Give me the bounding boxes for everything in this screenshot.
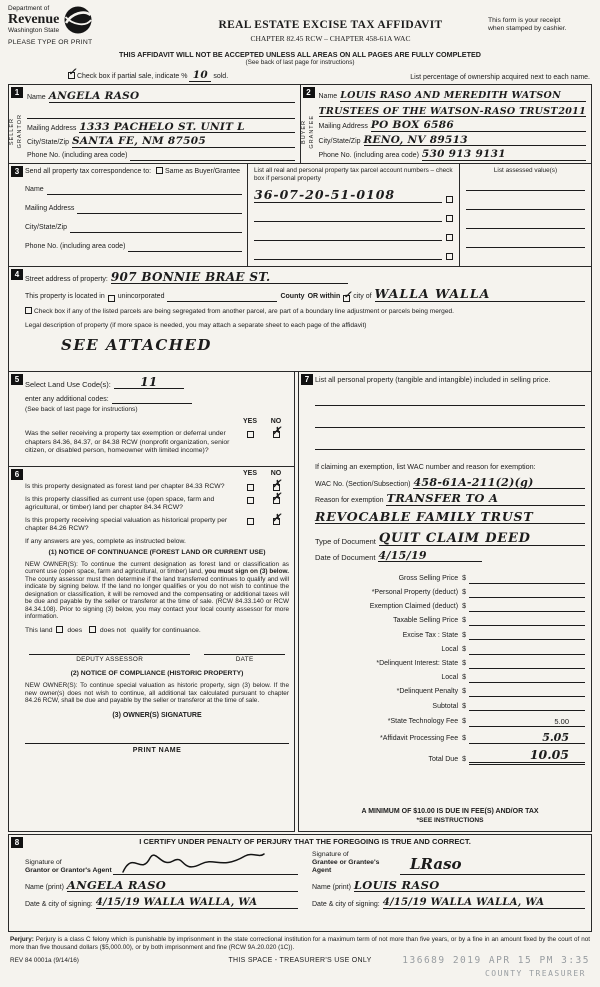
dollar-sign: $ [462, 735, 466, 743]
dollar-sign: $ [462, 660, 466, 668]
partial-percent-value: 10 [192, 68, 209, 81]
excise-tax-local-field[interactable] [469, 646, 585, 655]
section-5-badge: 5 [11, 374, 23, 385]
same-as-buyer-label: Same as Buyer/Grantee [164, 168, 241, 176]
section-1-badge: 1 [11, 87, 23, 98]
buyer-phone-value: 530 913 9131 [421, 148, 506, 161]
fee-row-exemption: Exemption Claimed (deduct) $ [315, 603, 585, 612]
agency-name [8, 5, 59, 35]
grantor-signature-field[interactable] [113, 851, 298, 875]
buyer-address-value: PO BOX 6586 [370, 119, 454, 132]
deputy-date-label: DATE [235, 656, 254, 664]
historical-no-checkbox[interactable] [272, 512, 282, 525]
personal-property-label: List all personal property (tangible and intangible) included in selling price. [315, 375, 551, 385]
partial-sale-checkbox[interactable] [68, 66, 77, 79]
corr-phone-label: Phone No. (including area code) [25, 243, 126, 251]
fee-row-total-due: Total Due $ 10.05 [315, 749, 585, 765]
buyer-address-label: Mailing Address [318, 123, 368, 131]
dollar-sign: $ [462, 631, 466, 639]
grantor-date-city-label: Date & city of signing: [25, 900, 93, 908]
dollar-sign: $ [462, 574, 466, 582]
owners-signature-title: (3) OWNER(S) SIGNATURE [112, 711, 202, 719]
section-5 [8, 371, 295, 467]
reason-value-line2: REVOCABLE FAMILY TRUST [315, 508, 534, 524]
deputy-assessor-signature-field[interactable] [29, 647, 190, 655]
buyer-side-label [302, 101, 315, 161]
grantee-date-city-field[interactable] [383, 898, 585, 909]
fee-row-excise-local: Local $ [315, 646, 585, 655]
fee-row-taxable: Taxable Selling Price $ [315, 617, 585, 626]
receipt-note-line1: This form is your receipt [488, 17, 561, 24]
city-check-mark: ✓ [343, 289, 352, 301]
buyer-city-value: RENO, NV 89513 [363, 133, 468, 146]
owners-signature-field[interactable] [25, 734, 289, 744]
buyer-name-label: Name [318, 93, 338, 101]
city-of-label: city of [353, 293, 372, 301]
section6-yes-header: YES [242, 470, 257, 478]
wac-value: 458-61A-211(2)(g) [413, 476, 534, 490]
delinquent-interest-local-field[interactable] [469, 674, 585, 683]
grantee-name-print-field[interactable] [353, 877, 585, 893]
exemption-question-text: Was the seller receiving a property tax exemption or deferral under chapters 84.36, 84.37, or 84.38 RCW (nonprofit organization, senior citizen, or disabled person, homeowner with limited income)? [25, 430, 230, 455]
state-technology-fee-value: 5.00 [554, 716, 569, 726]
date-of-document-label: Date of Document [315, 553, 376, 563]
print-name-label: PRINT NAME [132, 747, 182, 755]
buyer-address-field[interactable] [371, 120, 586, 132]
reason-field-line1[interactable] [386, 493, 585, 506]
seller-phone-label: Phone No. (including area code) [27, 152, 128, 160]
additional-codes-label: enter any additional codes: [25, 395, 109, 403]
type-of-document-label: Type of Document [315, 537, 376, 547]
seller-side-label [10, 101, 23, 161]
seller-phone-field[interactable] [130, 151, 294, 161]
county-label: County [280, 293, 305, 301]
parcel-number-value: 36-07-20-51-0108 [254, 187, 396, 203]
perjury-statement: Perjury: Perjury is a class C felony which is punishable by imprisonment in the state correctional institution for a maximum term of not more than five years, or by a fine in an amount fixed by the court of not more than five thousand dollars ($5,000.00), or by both imprisonment and fine (RCW 9A.20.020 (1C)). [10, 936, 590, 952]
forest-land-yes-checkbox[interactable] [247, 484, 254, 491]
assessed-values-column [459, 164, 591, 266]
dor-logo-icon [63, 5, 93, 35]
state-technology-fee-field[interactable] [469, 717, 585, 727]
notice-compliance-paragraph: NEW OWNER(S): To continue special valuation as historic property, sign (3) below. If the new owner(s) does not wish to continue, all additional tax calculated pursuant to chapter 84.26 RCW, shall be due and payable by the seller or transferor at the time of sale. [25, 681, 289, 705]
personal-property-deduct-field[interactable] [469, 589, 585, 598]
fee-row-gross: Gross Selling Price $ [315, 575, 585, 584]
historical-yes-checkbox[interactable] [247, 518, 254, 525]
agency-line2: Revenue [8, 12, 60, 28]
wac-field[interactable] [413, 477, 585, 489]
reason-field-line2[interactable] [315, 508, 585, 525]
buyer-city-label: City/State/Zip [318, 137, 361, 145]
partial-percent-field[interactable] [189, 70, 211, 83]
assessed-value-field-1[interactable] [466, 181, 585, 191]
grantee-signature-scribble: LRaso [410, 855, 462, 874]
seller-name-field[interactable] [49, 91, 295, 103]
seller-address-field[interactable] [79, 122, 294, 134]
does-label: does [67, 627, 83, 634]
section-3-badge: 3 [11, 166, 23, 177]
current-use-question-text: Is this property classified as current use (open space, farm and agricultural, or timber) land per chapter 84.34 RCW? [25, 495, 215, 512]
assessed-value-field-4[interactable] [466, 238, 585, 248]
seller-side-word2: GRANTOR [17, 114, 23, 149]
parcel-number-field-3[interactable] [254, 231, 442, 241]
deputy-assessor-label: DEPUTY ASSESSOR [76, 656, 144, 664]
fees-block [315, 569, 585, 764]
delinquent-interest-state-field[interactable] [469, 660, 585, 669]
acceptance-notice: THIS AFFIDAVIT WILL NOT BE ACCEPTED UNLESS ALL AREAS ON ALL PAGES ARE FULLY COMPLETED [119, 49, 481, 59]
type-of-document-value: QUIT CLAIM DEED [378, 531, 531, 547]
additional-codes-field[interactable] [112, 394, 192, 404]
grantee-signature-field[interactable] [400, 851, 585, 875]
corr-city-label: City/State/Zip [25, 224, 68, 232]
does-checkbox[interactable] [56, 626, 63, 633]
grantor-signature-label: Signature of Grantor or Grantor's Agent [25, 858, 112, 874]
treasurer-space-label: THIS SPACE - TREASURER'S USE ONLY [228, 956, 372, 964]
agency-line3: Washington State [8, 27, 60, 35]
parcel-personal-checkbox-4[interactable] [446, 253, 453, 260]
unincorporated-checkbox[interactable] [108, 295, 115, 302]
please-type-or-print: PLEASE TYPE OR PRINT [8, 39, 93, 47]
segregated-checkbox[interactable] [25, 307, 32, 314]
certify-statement: I CERTIFY UNDER PENALTY OF PERJURY THAT THE FOREGOING IS TRUE AND CORRECT. [139, 837, 471, 847]
receipt-note-line2: when stamped by cashier. [488, 25, 567, 33]
assessed-value-field-3[interactable] [466, 219, 585, 229]
correspondence-label: Send all property tax correspondence to: [25, 168, 152, 176]
taxable-selling-price-field[interactable] [469, 617, 585, 626]
date-of-document-field[interactable] [378, 550, 481, 562]
grantor-name-print-field[interactable] [66, 877, 298, 893]
dollar-sign: $ [462, 756, 466, 764]
deputy-date-field[interactable] [204, 647, 285, 655]
minimum-due-note [315, 808, 585, 829]
gross-selling-price-field[interactable] [469, 575, 585, 584]
city-checkbox[interactable] [343, 289, 352, 302]
section-7-badge: 7 [301, 374, 313, 385]
see-back-note: (See back of last page for instructions) [245, 58, 355, 66]
continuance-post: qualify for continuance. [130, 627, 201, 634]
seller-city-field[interactable] [72, 136, 294, 148]
signature-columns [25, 849, 585, 910]
corr-address-field[interactable] [77, 204, 242, 214]
minimum-due-line1: A MINIMUM OF $10.00 IS DUE IN FEE(S) AND/OR TAX [361, 807, 539, 815]
historical-question-text: Is this property receiving special valuation as historical property per chapter 84.26 RCW? [25, 516, 228, 533]
type-of-document-field[interactable] [379, 532, 585, 546]
located-in-label: This property is located in [25, 293, 105, 301]
section-6-badge: 6 [11, 469, 23, 480]
fee-row-affidavit-processing-fee: *Affidavit Processing Fee $ 5.05 [315, 732, 585, 744]
fee-row-subtotal: Subtotal $ [315, 702, 585, 711]
dollar-sign: $ [462, 674, 466, 682]
affidavit-processing-fee-value: 5.05 [542, 731, 569, 745]
personal-property-line-2[interactable] [315, 418, 585, 428]
corr-city-field[interactable] [70, 223, 242, 233]
street-address-field[interactable] [111, 271, 348, 284]
seller-side-word1: SELLER [9, 117, 16, 146]
section-7 [298, 371, 592, 832]
parties-row [8, 84, 592, 164]
continuance-pre: This land [25, 627, 53, 634]
partial-sale-row [68, 66, 590, 83]
city-field[interactable] [375, 288, 585, 302]
seller-address-label: Mailing Address [27, 124, 77, 132]
section5-see-back: (See back of last page for instructions) [25, 406, 138, 414]
chapter-line: CHAPTER 82.45 RCW – CHAPTER 458-61A WAC [250, 34, 411, 44]
continuance-choice-row [25, 626, 289, 635]
partial-sale-check-mark: ✓ [68, 66, 77, 78]
buyer-side-word1: BUYER [300, 119, 307, 144]
buyer-name-value-line3: 2011 [558, 105, 586, 117]
tax-correspondence-column [9, 164, 247, 266]
section-8-badge: 8 [11, 837, 23, 848]
county-field[interactable] [167, 292, 277, 302]
partial-sale-group [68, 66, 229, 83]
parcel-numbers-column [247, 164, 459, 266]
exemption-claimed-field[interactable] [469, 603, 585, 612]
ownership-percentage-note: List percentage of ownership acquired next to each name. [410, 73, 590, 81]
forest-land-question-row [25, 479, 289, 491]
grantee-name-print-value: LOUIS RASO [353, 877, 440, 892]
personal-property-line-3[interactable] [315, 440, 585, 450]
parcel-numbers-header: List all real and personal property tax parcel account numbers – check box if personal property [254, 167, 453, 183]
land-use-value: 11 [140, 375, 158, 390]
dollar-sign: $ [462, 718, 466, 726]
corr-address-label: Mailing Address [25, 205, 75, 213]
notice-continuance-title: (1) NOTICE OF CONTINUANCE (FOREST LAND OR CURRENT USE) [48, 549, 266, 557]
section-4 [8, 266, 592, 372]
street-address-value: 907 BONNIE BRAE ST. [110, 270, 271, 285]
date-of-document-value: 4/15/19 [378, 549, 427, 563]
dollar-sign: $ [462, 617, 466, 625]
subtotal-field[interactable] [469, 702, 585, 711]
buyer-phone-label: Phone No. (including area code) [318, 152, 419, 160]
buyer-name-field[interactable] [340, 91, 586, 102]
exemption-question-row [25, 426, 289, 455]
wac-label: WAC No. (Section/Subsection) [315, 480, 411, 488]
seller-name-field-2[interactable] [27, 109, 295, 119]
fee-row-excise-state: Excise Tax : State $ [315, 631, 585, 640]
seller-name-label: Name [27, 94, 46, 102]
dollar-sign: $ [462, 702, 466, 710]
buyer-name-value-line1: LOUIS RASO AND MEREDITH WATSON [340, 90, 562, 102]
forest-land-no-mark: ✗ [272, 479, 282, 491]
minimum-due-line2: *SEE INSTRUCTIONS [416, 817, 484, 825]
agency-line1: Department of [8, 5, 50, 12]
historical-question-row [25, 512, 289, 534]
grantor-name-print-label: Name (print) [25, 883, 64, 891]
exemption-no-checkbox[interactable] [272, 426, 282, 438]
exemption-instruction: If claiming an exemption, list WAC number and reason for exemption: [315, 462, 536, 472]
notice-continuance-paragraph: NEW OWNER(S): To continue the current designation as forest land or classification as current use (open space, farm and agricultural, or timber) land, you must sign on (3) below. The county assessor must then determine if the land transferred continues to qualify and will indicate by signing below. If the land no longer qualifies or you do not wish to continue the designation or classification, it will be removed and the compensating or additional taxes will be due and payable by the seller or transferor at the time of sale. (RCW 84.33.140 or RCW 84.34.108). Prior to signing (3) below, you may contact your local county assessor for more information. [25, 560, 289, 621]
forest-land-no-checkbox[interactable] [272, 479, 282, 491]
parcel-personal-checkbox-3[interactable] [446, 234, 453, 241]
grantee-signature-label: Signature of Grantee or Grantee's Agent [312, 850, 380, 874]
assessed-values-header: List assessed value(s) [493, 167, 558, 175]
parcel-number-field-1[interactable] [254, 189, 442, 203]
partial-sale-suffix: sold. [213, 72, 229, 80]
form-header [8, 5, 592, 48]
grantor-date-city-value: 4/15/19 WALLA WALLA, WA [95, 897, 258, 909]
delinquent-penalty-field[interactable] [469, 688, 585, 697]
seller-city-label: City/State/Zip [27, 139, 70, 147]
exemption-yes-checkbox[interactable] [247, 431, 254, 438]
total-due-value: 10.05 [529, 747, 569, 763]
fee-row-delinquent-interest-local: Local $ [315, 674, 585, 683]
segregated-label: Check box if any of the listed parcels are being segregated from another parcel, are part of a boundary line adjustment or parcels being merged. [33, 307, 454, 315]
buyer-name-value-line2: TRUSTEES OF THE WATSON-RASO TRUST [318, 105, 558, 117]
seller-name-value: ANGELA RASO [48, 90, 140, 103]
deputy-date-block [204, 647, 285, 664]
personal-property-line-1[interactable] [315, 396, 585, 406]
corr-phone-field[interactable] [128, 242, 242, 252]
section-1-seller [8, 84, 301, 164]
stamp-receipt-line: 136689 2019 APR 15 PM 3:35 [402, 955, 590, 967]
partial-sale-label: Check box if partial sale, indicate % [76, 72, 188, 80]
section-4-badge: 4 [11, 269, 23, 280]
reason-value-line1: TRANSFER TO A [386, 491, 499, 506]
parcel-personal-checkbox-1[interactable] [446, 196, 453, 203]
buyer-phone-field[interactable] [422, 149, 586, 161]
parcel-personal-checkbox-2[interactable] [446, 215, 453, 222]
current-use-yes-checkbox[interactable] [247, 497, 254, 504]
form-revision-code: REV 84 0001a (9/14/16) [10, 956, 79, 964]
section-2-buyer [301, 84, 593, 164]
grantee-signature-column [312, 849, 585, 910]
current-use-question-row [25, 491, 289, 513]
parcel-number-field-2[interactable] [254, 212, 442, 222]
grantee-date-city-value: 4/15/19 WALLA WALLA, WA [382, 897, 545, 909]
current-use-no-mark: ✗ [272, 491, 282, 503]
buyer-side-word2: GRANTEE [308, 114, 315, 149]
county-treasurer-stamp [402, 955, 590, 979]
current-use-no-checkbox[interactable] [272, 491, 282, 504]
dollar-sign: $ [462, 589, 466, 597]
legal-description-value: SEE ATTACHED [61, 335, 212, 354]
middle-columns [8, 371, 592, 832]
grantor-signature-scribble [117, 848, 267, 878]
section5-yes-header: YES [242, 417, 257, 425]
section-6 [8, 466, 295, 832]
forest-land-question-text: Is this property designated as forest land per chapter 84.33 RCW? [25, 483, 225, 491]
receipt-note [488, 5, 592, 34]
corr-name-label: Name [25, 186, 44, 194]
dollar-sign: $ [462, 603, 466, 611]
grantor-date-city-field[interactable] [96, 898, 298, 909]
land-use-label: Select Land Use Code(s): [25, 380, 111, 390]
agency-block [8, 5, 173, 48]
legal-description-label: Legal description of property (if more space is needed, you may attach a separate sheet to each page of the affidavit) [25, 321, 367, 329]
does-not-checkbox[interactable] [89, 626, 96, 633]
parcel-number-field-4[interactable] [254, 250, 442, 260]
grantee-name-print-label: Name (print) [312, 883, 351, 891]
buyer-name-field-2[interactable] [319, 107, 587, 118]
section-3 [8, 163, 592, 267]
notice-compliance-title: (2) NOTICE OF COMPLIANCE (HISTORIC PROPERTY) [70, 670, 244, 678]
same-as-buyer-checkbox[interactable] [156, 167, 163, 174]
fee-row-state-technology-fee: *State Technology Fee $ 5.00 [315, 717, 585, 727]
grantor-signature-column [25, 849, 298, 910]
historical-no-mark: ✗ [272, 512, 282, 524]
deputy-assessor-block [29, 647, 190, 664]
or-within-label: OR within [307, 293, 341, 301]
section-2-badge: 2 [303, 87, 315, 98]
form-title: REAL ESTATE EXCISE TAX AFFIDAVIT [218, 19, 443, 31]
if-yes-note: If any answers are yes, complete as instructed below. [25, 537, 186, 545]
title-block [173, 5, 488, 44]
section5-no-header: NO [270, 417, 282, 425]
fee-row-delinquent-penalty: *Delinquent Penalty $ [315, 688, 585, 697]
dollar-sign: $ [462, 645, 466, 653]
stamp-office-line: COUNTY TREASURER [484, 969, 586, 978]
corr-name-field[interactable] [47, 185, 242, 195]
fee-row-delinquent-interest-state: *Delinquent Interest: State $ [315, 660, 585, 669]
section-8 [8, 834, 592, 932]
total-due-field[interactable] [469, 749, 585, 765]
street-address-label: Street address of property: [25, 275, 108, 283]
buyer-city-field[interactable] [364, 135, 586, 147]
affidavit-processing-fee-field[interactable] [469, 732, 585, 744]
exemption-no-mark: ✗ [272, 426, 282, 438]
grantor-name-print-value: ANGELA RASO [66, 877, 167, 892]
seller-city-value: SANTA FE, NM 87505 [72, 135, 206, 148]
reason-label: Reason for exemption [315, 497, 384, 505]
grantee-date-city-label: Date & city of signing: [312, 900, 380, 908]
assessed-value-field-2[interactable] [466, 200, 585, 210]
land-use-field[interactable] [114, 376, 184, 389]
seller-address-value: 1333 PACHELO ST. UNIT L [79, 120, 245, 133]
left-column [8, 371, 295, 832]
does-not-label: does not [99, 627, 126, 634]
excise-tax-state-field[interactable] [469, 631, 585, 640]
deputy-assessor-row [25, 647, 289, 664]
dollar-sign: $ [462, 688, 466, 696]
unincorporated-label: unincorporated [117, 293, 165, 301]
city-value: WALLA WALLA [374, 286, 491, 302]
section6-no-header: NO [270, 470, 282, 478]
fee-row-personal: *Personal Property (deduct) $ [315, 589, 585, 598]
